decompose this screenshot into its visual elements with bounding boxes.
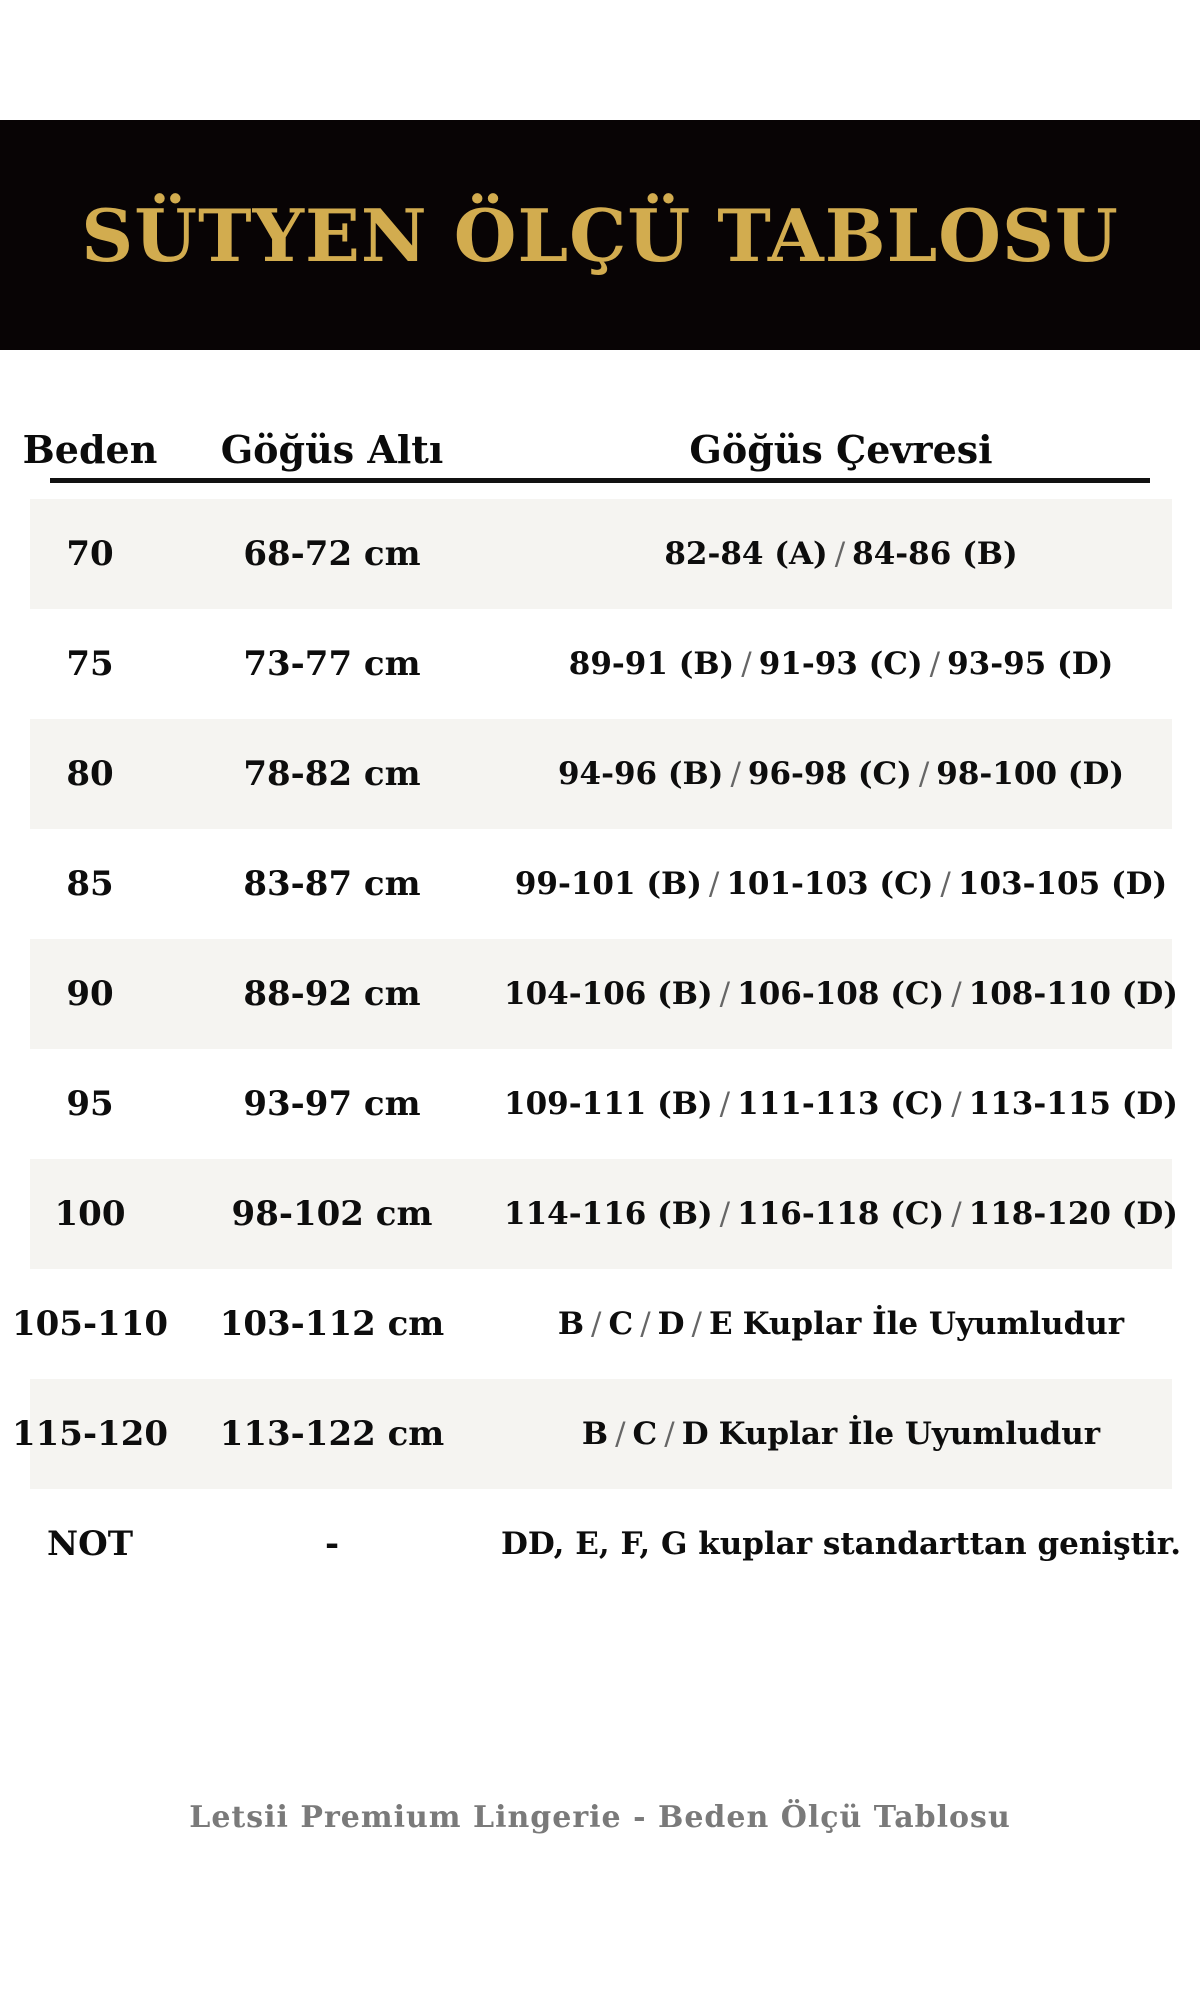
table-row (30, 1489, 1181, 1599)
bust-cell (510, 719, 1172, 829)
table-header-row (22, 398, 1172, 478)
bust-range: C (608, 1306, 634, 1342)
bust-range: 106-108 (C) (737, 976, 945, 1012)
footer-caption: Letsii Premium Lingerie - Beden Ölçü Tablosu (189, 1800, 1011, 1835)
size-cell: NOT (47, 1524, 133, 1564)
bust-range: 116-118 (C) (737, 1196, 945, 1232)
slash-separator: / (691, 1306, 702, 1342)
table-row (30, 499, 1172, 609)
underbust-cell: 78-82 cm (243, 754, 421, 794)
bust-range: D (657, 1306, 685, 1342)
table-row (30, 829, 1172, 939)
slash-separator: / (940, 866, 951, 902)
slash-separator: / (708, 866, 720, 902)
bust-range: 99-101 (B) (514, 866, 702, 902)
underbust-cell: 88-92 cm (243, 974, 421, 1014)
bust-cell (501, 1489, 1181, 1599)
bust-cell (504, 939, 1178, 1049)
bust-range: D (681, 1416, 709, 1452)
slash-separator: / (591, 1306, 602, 1342)
title-banner (0, 120, 1200, 350)
bust-cell (510, 1269, 1172, 1379)
bust-cell (510, 609, 1172, 719)
underbust-cell: 73-77 cm (243, 644, 421, 684)
table-row (11, 1269, 1172, 1379)
header-cell-size: Beden (22, 427, 158, 472)
slash-separator: / (929, 646, 941, 682)
table-row (30, 1049, 1178, 1159)
size-cell: 100 (54, 1194, 126, 1234)
bust-range: 101-103 (C) (726, 866, 934, 902)
table-row (30, 939, 1178, 1049)
header-divider (50, 478, 1150, 483)
table-row (30, 609, 1172, 719)
size-cell: 95 (66, 1084, 114, 1124)
underbust-cell: 98-102 cm (231, 1194, 433, 1234)
bust-cell (510, 499, 1172, 609)
size-cell: 115-120 (11, 1414, 169, 1454)
table-row (30, 1159, 1178, 1269)
bust-range: 82-84 (A) (664, 536, 828, 572)
underbust-cell: 113-122 cm (219, 1414, 445, 1454)
slash-separator: / (951, 1196, 962, 1232)
underbust-cell: - (324, 1524, 340, 1564)
size-cell: 75 (66, 644, 114, 684)
slash-separator: / (918, 756, 930, 792)
slash-separator: / (719, 1196, 731, 1232)
slash-separator: / (730, 756, 741, 792)
bust-suffix: Kuplar İle Uyumludur (742, 1306, 1125, 1342)
slash-separator: / (719, 1086, 731, 1122)
table-row (30, 719, 1172, 829)
bust-range: 109-111 (B) (504, 1086, 713, 1122)
bust-range: 96-98 (C) (747, 756, 912, 792)
table-row (11, 1379, 1172, 1489)
slash-separator: / (719, 976, 731, 1012)
page-title: SÜTYEN ÖLÇÜ TABLOSU (81, 192, 1119, 278)
slash-separator: / (615, 1416, 626, 1452)
bust-range: 118-120 (D) (968, 1196, 1178, 1232)
bust-range: 113-115 (D) (968, 1086, 1178, 1122)
bust-range: E (708, 1306, 733, 1342)
bust-range: 89-91 (B) (568, 646, 735, 682)
size-table-rows (0, 499, 1200, 1599)
bust-range: 104-106 (B) (504, 976, 713, 1012)
size-cell: 80 (66, 754, 114, 794)
size-cell: 90 (66, 974, 114, 1014)
slash-separator: / (640, 1306, 651, 1342)
bust-range: 94-96 (B) (557, 756, 724, 792)
bust-range: 103-105 (D) (957, 866, 1168, 902)
bust-range: 93-95 (D) (947, 646, 1114, 682)
underbust-cell: 83-87 cm (243, 864, 421, 904)
bust-range: 84-86 (B) (852, 536, 1018, 572)
bust-range: 98-100 (D) (936, 756, 1125, 792)
bust-range: DD, E, F, G kuplar standarttan geniştir. (501, 1526, 1181, 1562)
header-cell-bust: Göğüs Çevresi (689, 427, 993, 472)
slash-separator: / (741, 646, 752, 682)
bust-range: B (557, 1306, 585, 1342)
bust-range: C (632, 1416, 658, 1452)
bust-range: 114-116 (B) (504, 1196, 713, 1232)
slash-separator: / (951, 976, 962, 1012)
header-cell-underbust: Göğüs Altı (220, 427, 444, 472)
size-cell: 85 (66, 864, 114, 904)
bust-cell (510, 1379, 1172, 1489)
bust-range: B (581, 1416, 609, 1452)
size-cell: 70 (66, 534, 114, 574)
size-cell: 105-110 (11, 1304, 169, 1344)
bust-suffix: Kuplar İle Uyumludur (718, 1416, 1101, 1452)
bust-cell (504, 1049, 1178, 1159)
bust-cell (504, 1159, 1178, 1269)
bust-cell (510, 829, 1172, 939)
slash-separator: / (664, 1416, 675, 1452)
underbust-cell: 93-97 cm (243, 1084, 421, 1124)
size-table (0, 350, 1200, 1599)
bust-range: 111-113 (C) (737, 1086, 945, 1122)
underbust-cell: 103-112 cm (219, 1304, 445, 1344)
underbust-cell: 68-72 cm (243, 534, 421, 574)
slash-separator: / (834, 536, 846, 572)
slash-separator: / (951, 1086, 962, 1122)
bust-range: 108-110 (D) (968, 976, 1178, 1012)
bust-range: 91-93 (C) (758, 646, 923, 682)
